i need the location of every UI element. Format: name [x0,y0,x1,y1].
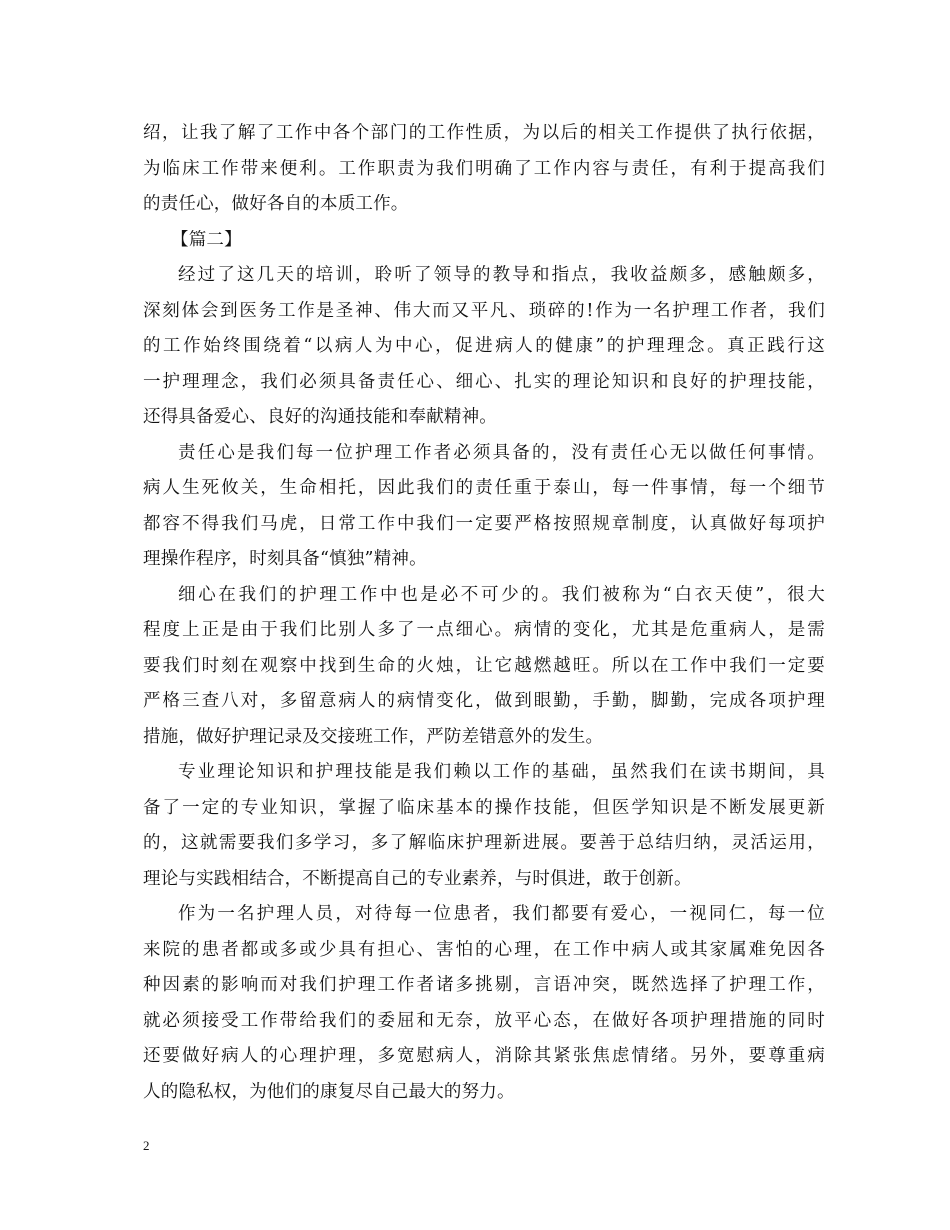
text-line: 经过了这几天的培训，聆听了领导的教导和指点，我收益颇多，感触颇多， [178,265,825,285]
text-line: 作为一名护理人员，对待每一位患者，我们都要有爱心，一视同仁，每一位 [178,904,825,924]
text-line: 责任心是我们每一位护理工作者必须具备的，没有责任心无以做任何事情。 [178,442,825,463]
text-line: 人的隐私权，为他们的康复尽自己最大的努力。 [143,1081,515,1102]
text-line: 深刻体会到医务工作是圣神、伟大而又平凡、琐碎的!作为一名护理工作者，我们 [143,300,825,321]
text-line: 来院的患者都或多或少具有担心、害怕的心理，在工作中病人或其家属难免因各 [143,939,825,960]
body-text [143,116,825,1110]
section-heading: 【篇二】 [171,229,242,250]
text-line: 专业理论知识和护理技能是我们赖以工作的基础，虽然我们在读书期间，具 [178,762,825,782]
text-line: 还得具备爱心、良好的沟通技能和奉献精神。 [143,407,497,427]
text-line: 措施，做好护理记录及交接班工作，严防差错意外的发生。 [143,726,604,747]
text-line: 严格三查八对，多留意病人的病情变化，做到眼勤，手勤，脚勤，完成各项护理 [143,691,825,711]
text-line: 病人生死攸关，生命相托，因此我们的责任重于泰山，每一件事情，每一个细节 [143,478,825,498]
text-line: 的工作始终围绕着“以病人为中心，促进病人的健康”的护理理念。真正践行这 [143,336,825,356]
text-line: 要我们时刻在观察中找到生命的火烛，让它越燃越旺。所以在工作中我们一定要 [143,655,825,676]
text-line: 都容不得我们马虎，日常工作中我们一定要严格按照规章制度，认真做好每项护 [143,513,825,534]
text-line: 程度上正是由于我们比别人多了一点细心。病情的变化，尤其是危重病人，是需 [143,620,825,640]
page-number: 2 [143,1138,150,1153]
text-line: 备了一定的专业知识，掌握了临床基本的操作技能，但医学知识是不断发展更新 [143,797,825,818]
text-line: 一护理理念，我们必须具备责任心、细心、扎实的理论知识和良好的护理技能， [143,371,825,392]
text-line: 理论与实践相结合，不断提高自己的专业素养，与时俱进，敢于创新。 [143,868,692,889]
text-line: 的，这就需要我们多学习，多了解临床护理新进展。要善于总结归纳，灵活运用， [143,833,825,853]
text-line: 的责任心，做好各自的本质工作。 [143,194,409,214]
text-line: 理操作程序，时刻具备“慎独”精神。 [143,549,427,569]
text-line: 还要做好病人的心理护理，多宽慰病人，消除其紧张焦虑情绪。另外，要尊重病 [143,1046,825,1066]
text-line: 为临床工作带来便利。工作职责为我们明确了工作内容与责任，有利于提高我们 [143,158,825,179]
text-line: 种因素的影响而对我们护理工作者诸多挑剔，言语冲突，既然选择了护理工作， [143,975,825,995]
text-line: 绍，让我了解了工作中各个部门的工作性质，为以后的相关工作提供了执行依据， [143,123,825,143]
text-line: 就必须接受工作带给我们的委屈和无奈，放平心态，在做好各项护理措施的同时 [143,1010,825,1031]
text-line: 细心在我们的护理工作中也是必不可少的。我们被称为“白衣天使”，很大 [178,584,825,605]
